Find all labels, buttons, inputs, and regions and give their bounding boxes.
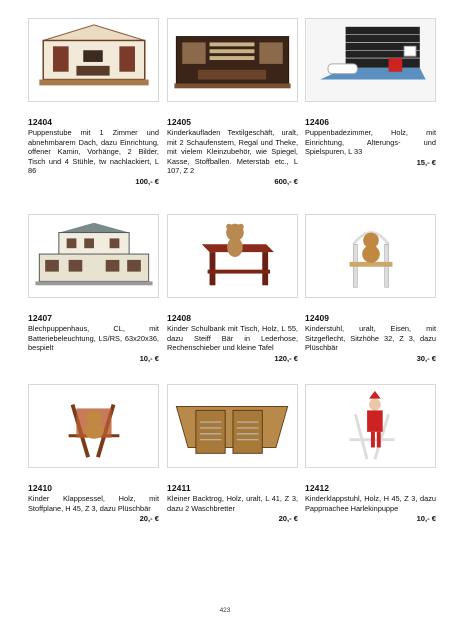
lot-12405 xyxy=(167,18,298,186)
lot-price: 30,- € xyxy=(416,353,436,363)
toy-shop-photo xyxy=(167,18,298,102)
tin-dollhouse-photo xyxy=(28,214,159,298)
lot-description: Puppenbadezimmer, Holz, mit Einrichtung, Alterungs- und Spielspuren, L 33 xyxy=(305,128,436,157)
lot-12406 xyxy=(305,18,436,167)
lot-12404 xyxy=(28,18,159,186)
lot-12412 xyxy=(305,384,436,523)
lot-number: 12411 xyxy=(167,483,191,493)
dollhouse-room-photo xyxy=(28,18,159,102)
lot-description: Kinder Schulbank mit Tisch, Holz, L 55, dazu Steiff Bär in Lederhose, Rechenschieber und kleine Tafel xyxy=(167,324,298,353)
lot-number: 12410 xyxy=(28,483,53,493)
harlequin-chair-photo xyxy=(305,384,436,468)
doll-bathroom-photo xyxy=(305,18,436,102)
child-chair-photo xyxy=(305,214,436,298)
lot-description: Kinderkaufladen Textilgeschäft, uralt, mit 2 Schaufenstern, Regal und Theke, mit vielem Kleinzubehör, wie Spiegel, Kasse, Stoffballen. Meterstab etc., L 107, Z 2 xyxy=(167,128,298,176)
lot-12411 xyxy=(167,384,298,523)
lot-number: 12409 xyxy=(305,313,330,323)
lot-description: Kinderstuhl, uralt, Eisen, mit Sitzgeflecht, Sitzhöhe 32, Z 3, dazu Plüschbär xyxy=(305,324,436,353)
lot-12407 xyxy=(28,214,159,363)
lot-price: 100,- € xyxy=(135,176,159,186)
page-number: 423 xyxy=(219,607,231,614)
lot-price: 10,- € xyxy=(416,514,436,524)
school-desk-photo xyxy=(167,214,298,298)
lot-price: 120,- € xyxy=(274,353,298,363)
lot-number: 12406 xyxy=(305,117,330,127)
lot-price: 20,- € xyxy=(139,514,159,524)
lot-number: 12412 xyxy=(305,483,330,493)
lot-number: 12405 xyxy=(167,117,192,127)
lot-12410 xyxy=(28,384,159,523)
lot-price: 15,- € xyxy=(416,157,436,167)
lot-price: 10,- € xyxy=(139,353,159,363)
kneading-trough-photo xyxy=(167,384,298,468)
lot-12408 xyxy=(167,214,298,363)
lot-description: Kinder Klappsessel, Holz, mit Stoffplane, H 45, Z 3, dazu Plüschbär xyxy=(28,494,159,513)
lot-description: Blechpuppenhaus, CL, mit Batteriebeleuchtung, LS/RS, 63x20x36, bespielt xyxy=(28,324,159,353)
lot-price: 20,- € xyxy=(278,514,298,524)
folding-armchair-photo xyxy=(28,384,159,468)
lot-description: Puppenstube mit 1 Zimmer und abnehmbarem Dach, dazu Einrichtung, offener Kamin, Vorhänge, 2 Bilder, Tisch und 4 Stühle, tw nachlackiert, L 86 xyxy=(28,128,159,176)
lot-number: 12407 xyxy=(28,313,53,323)
lot-number: 12404 xyxy=(28,117,53,127)
lot-description: Kleiner Backtrog, Holz, uralt, L 41, Z 3, dazu 2 Waschbretter xyxy=(167,494,298,513)
lot-number: 12408 xyxy=(167,313,192,323)
lot-12409 xyxy=(305,214,436,363)
lot-price: 600,- € xyxy=(274,176,298,186)
lot-description: Kinderklappstuhl, Holz, H 45, Z 3, dazu Pappmachee Harlekinpuppe xyxy=(305,494,436,513)
